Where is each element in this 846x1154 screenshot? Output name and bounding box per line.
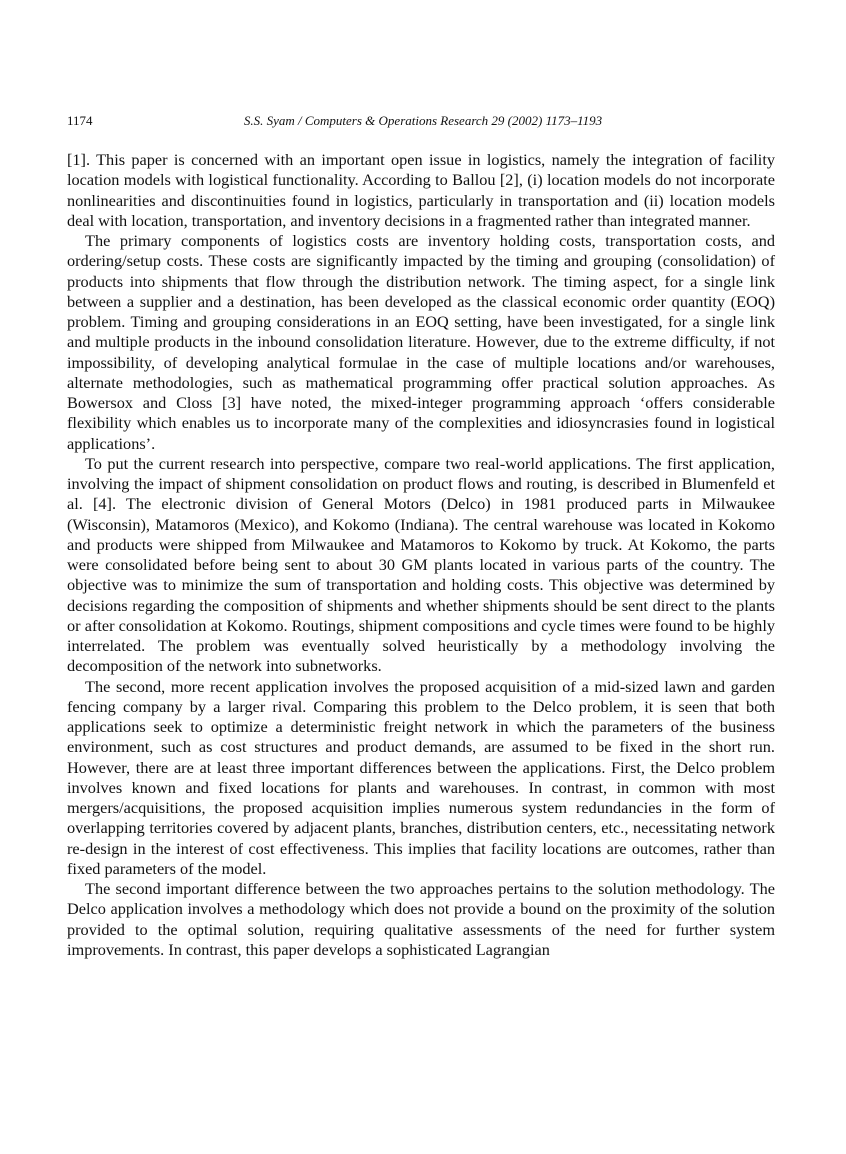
paragraph-acquisition-application: The second, more recent application involves the proposed acquisition of a mid-sized lawn and garden fencing company by a larger rival. Comparing this problem to the Delco problem, it is seen that both applications seek to optimize a deterministic freight network in which the parameters of the business environment, such as cost structures and product demands, are assumed to be fixed in the short run. However, there are at least three important differences between the applications. First, the Delco problem involves known and fixed locations for plants and warehouses. In contrast, in common with most mergers/acquisitions, the proposed acquisition implies numerous system redundancies in the form of overlapping territories covered by adjacent plants, branches, distribution centers, etc., necessitating network re-design in the interest of cost effectiveness. This implies that facility locations are outcomes, rather than fixed parameters of the model. <box>67 676 775 878</box>
paragraph-delco-application: To put the current research into perspective, compare two real-world applications. The first application, involving the impact of shipment consolidation on product flows and routing, is described in Blumenfeld et al. [4]. The electronic division of General Motors (Delco) in 1981 produced parts in Milwaukee (Wisconsin), Matamoros (Mexico), and Kokomo (Indiana). The central warehouse was located in Kokomo and products were shipped from Milwaukee and Matamoros to Kokomo by truck. At Kokomo, the parts were consolidated before being sent to about 30 GM plants located in various parts of the country. The objective was to minimize the sum of transportation and holding costs. This objective was determined by decisions regarding the composition of shipments and whether shipments should be sent direct to the plants or after consolidation at Kokomo. Routings, shipment compositions and cycle times were found to be highly interrelated. The problem was eventually solved heuristically by a methodology involving the decomposition of the network into subnetworks. <box>67 453 775 676</box>
paragraph-logistics-costs: The primary components of logistics costs are inventory holding costs, transportation costs, and ordering/setup costs. These costs are significantly impacted by the timing and grouping (consolidation) of products into shipments that flow through the distribution network. The timing aspect, for a single link between a supplier and a destination, has been developed as the classical economic order quantity (EOQ) problem. Timing and grouping considerations in an EOQ setting, have been investigated, for a single link and multiple products in the inbound consolidation literature. However, due to the extreme difficulty, if not impossibility, of developing analytical formulae in the case of multiple locations and/or warehouses, alternate methodologies, such as mathematical programming offer practical solution approaches. As Bowersox and Closs [3] have noted, the mixed-integer programming approach ‘offers considerable flexibility which enables us to incorporate many of the complexities and idiosyncrasies found in logistical applications’. <box>67 231 775 453</box>
running-title: S.S. Syam / Computers & Operations Research 29 (2002) 1173–1193 <box>243 113 603 128</box>
running-head <box>67 112 779 130</box>
page-number: 1174 <box>67 113 93 128</box>
paragraph-solution-methodology: The second important difference between the two approaches pertains to the solution methodology. The Delco application involves a methodology which does not provide a bound on the proximity of the solution provided to the optimal solution, requiring qualitative assessments of the need for further system improvements. In contrast, this paper develops a sophisticated Lagrangian <box>67 879 775 959</box>
body-text <box>67 150 775 960</box>
paragraph-continued: [1]. This paper is concerned with an important open issue in logistics, namely the integration of facility location models with logistical functionality. According to Ballou [2], (i) location models do not incorporate nonlinearities and discontinuities found in logistics, particularly in transportation and (ii) location models deal with location, transportation, and inventory decisions in a fragmented rather than integrated manner. <box>67 150 775 230</box>
